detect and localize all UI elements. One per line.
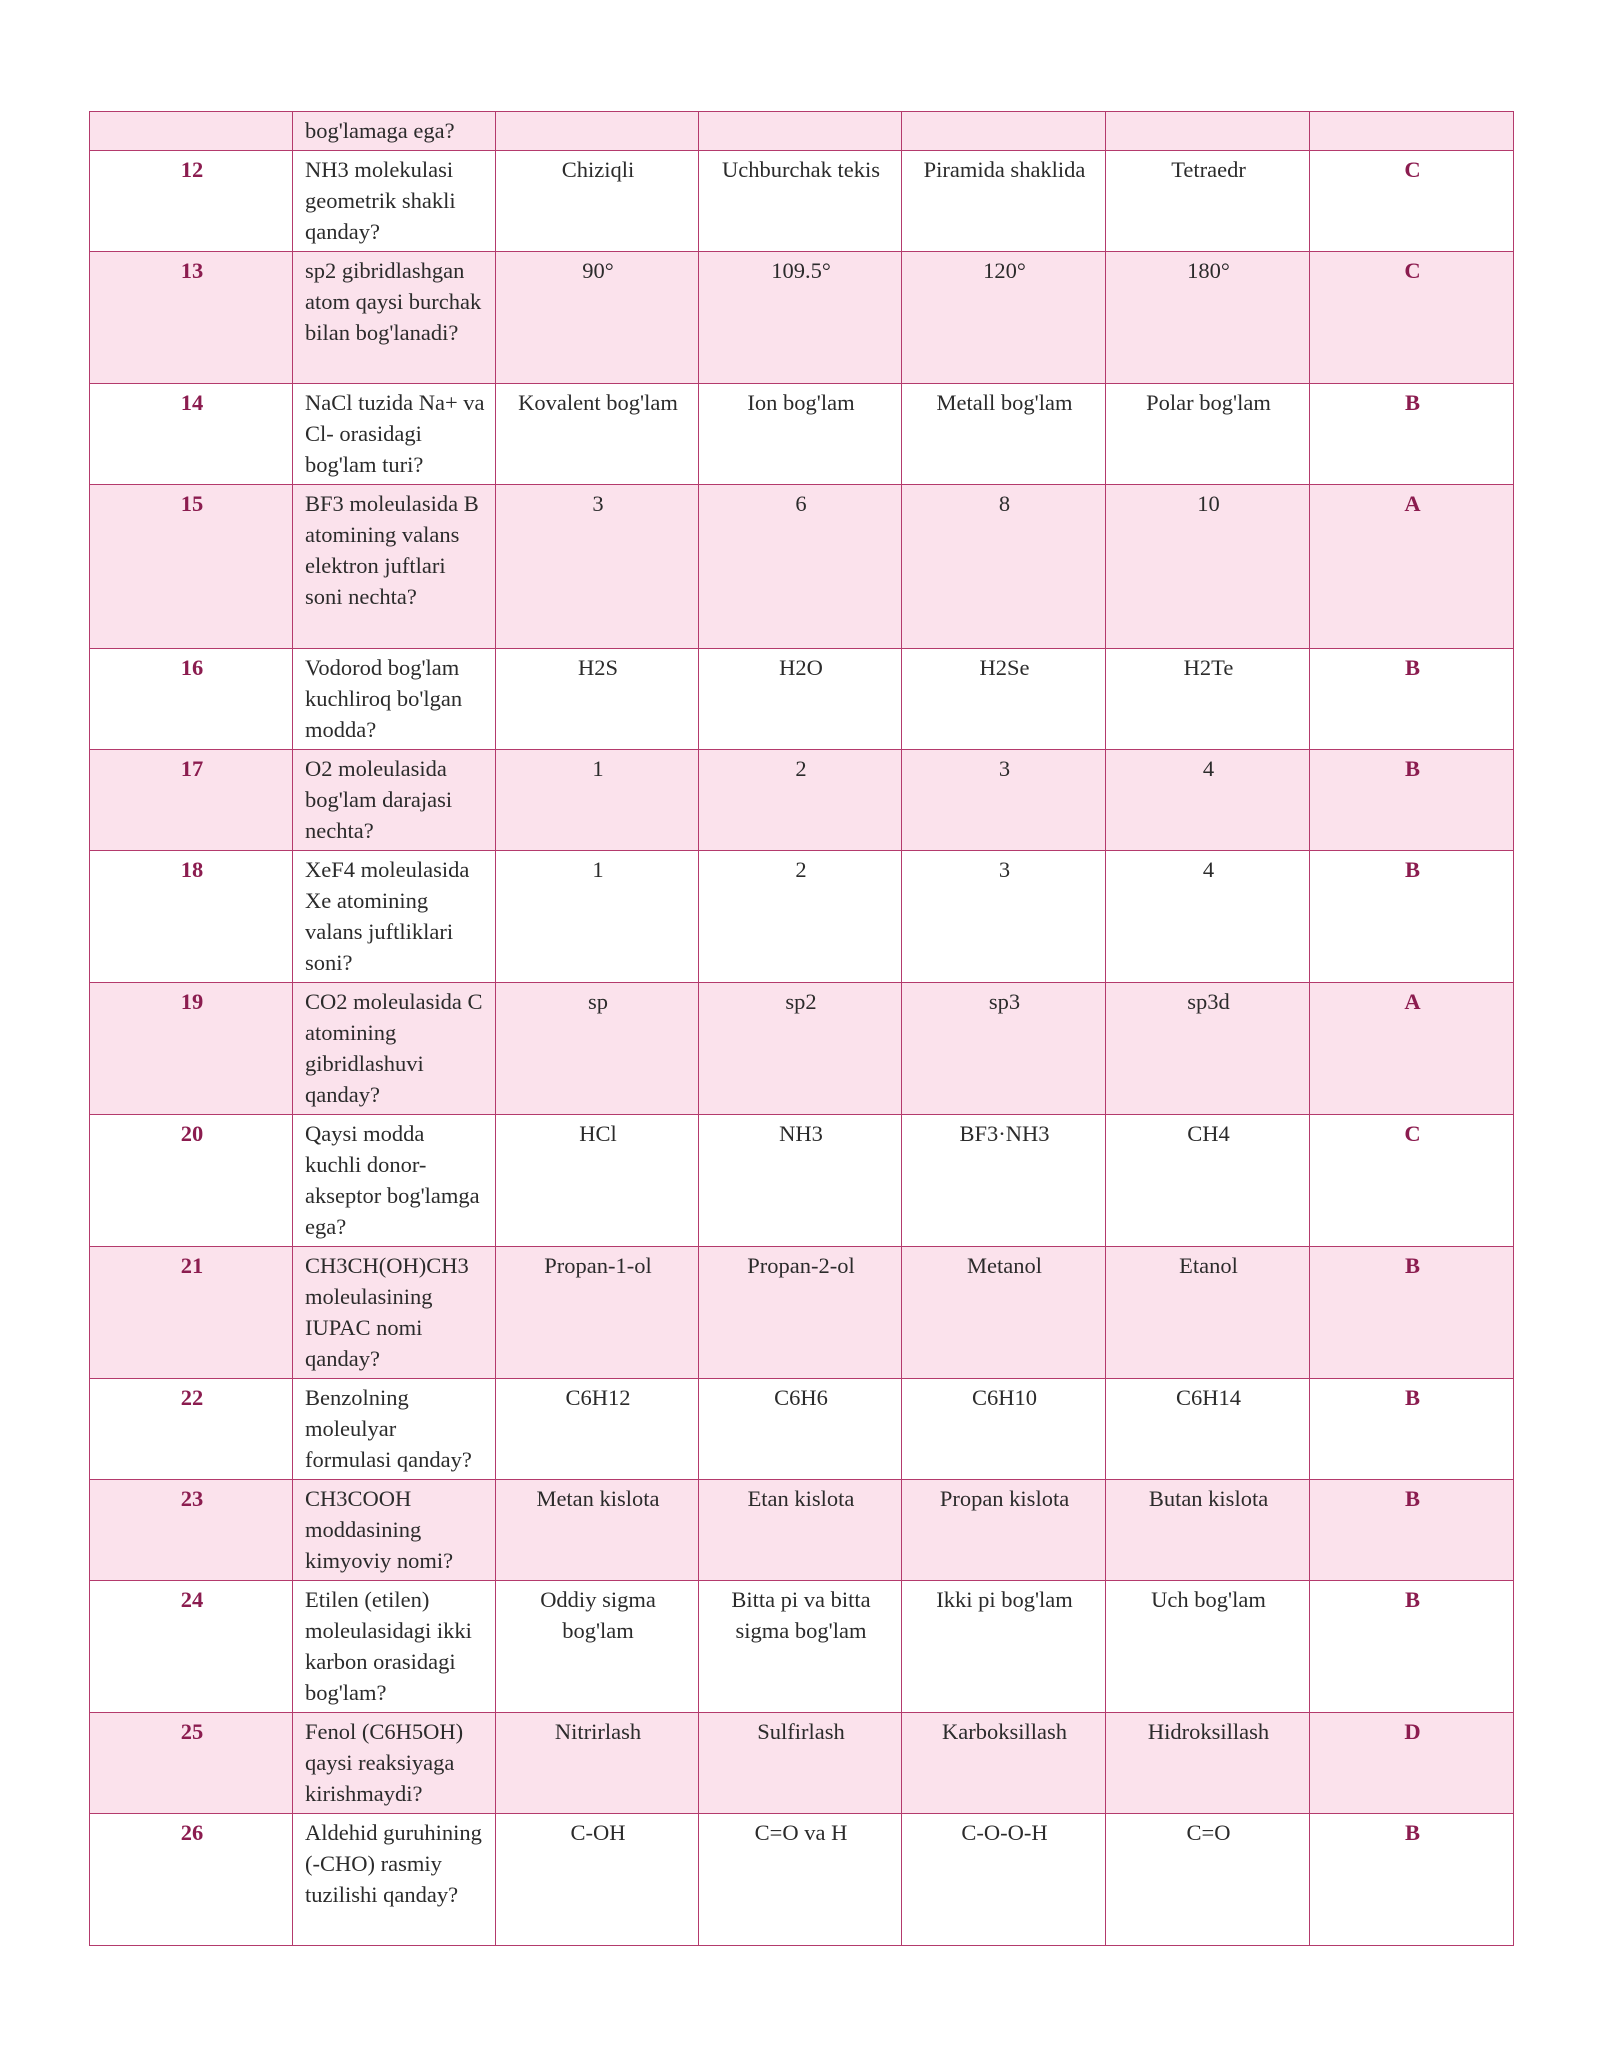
option-d [1106, 112, 1310, 151]
question-text: XeF4 moleulasida Xe atomining valans juftliklari soni? [293, 851, 496, 983]
question-number: 23 [90, 1480, 293, 1581]
question-text: Benzolning moleulyar formulasi qanday? [293, 1379, 496, 1480]
table-row [90, 1814, 1514, 1946]
question-text: CH3COOH moddasining kimyoviy nomi? [293, 1480, 496, 1581]
question-number: 17 [90, 750, 293, 851]
option-d: Butan kislota [1106, 1480, 1310, 1581]
question-text: bog'lamaga ega? [293, 112, 496, 151]
option-b: NH3 [699, 1115, 902, 1247]
option-d: C=O [1106, 1814, 1310, 1946]
option-a: HCl [496, 1115, 699, 1247]
option-c [902, 112, 1106, 151]
option-b: Etan kislota [699, 1480, 902, 1581]
option-d: H2Te [1106, 649, 1310, 750]
correct-answer: B [1310, 750, 1514, 851]
table-row [90, 851, 1514, 983]
option-b: Ion bog'lam [699, 384, 902, 485]
option-c: Karboksillash [902, 1713, 1106, 1814]
question-number: 25 [90, 1713, 293, 1814]
question-number: 24 [90, 1581, 293, 1713]
option-b: Uchburchak tekis [699, 151, 902, 252]
table-row [90, 1713, 1514, 1814]
option-a: Kovalent bog'lam [496, 384, 699, 485]
option-a: 1 [496, 750, 699, 851]
option-a: sp [496, 983, 699, 1115]
quiz-table [89, 111, 1514, 1946]
table-row [90, 1379, 1514, 1480]
correct-answer: D [1310, 1713, 1514, 1814]
question-text: Etilen (etilen) moleulasidagi ikki karbon orasidagi bog'lam? [293, 1581, 496, 1713]
table-row [90, 983, 1514, 1115]
question-number: 19 [90, 983, 293, 1115]
option-b: H2O [699, 649, 902, 750]
correct-answer: C [1310, 252, 1514, 384]
option-b: C=O va H [699, 1814, 902, 1946]
option-d: CH4 [1106, 1115, 1310, 1247]
option-c: Metall bog'lam [902, 384, 1106, 485]
option-a: Chiziqli [496, 151, 699, 252]
option-c: C-O-O-H [902, 1814, 1106, 1946]
quiz-table-body [90, 112, 1514, 1946]
option-a: H2S [496, 649, 699, 750]
table-row [90, 112, 1514, 151]
correct-answer: C [1310, 1115, 1514, 1247]
option-a: C6H12 [496, 1379, 699, 1480]
option-a: 1 [496, 851, 699, 983]
table-row [90, 252, 1514, 384]
question-number: 20 [90, 1115, 293, 1247]
question-number: 15 [90, 485, 293, 649]
option-c: H2Se [902, 649, 1106, 750]
option-b: sp2 [699, 983, 902, 1115]
question-text: NaCl tuzida Na+ va Cl- orasidagi bog'lam turi? [293, 384, 496, 485]
question-text: CO2 moleulasida C atomining gibridlashuvi qanday? [293, 983, 496, 1115]
option-d: sp3d [1106, 983, 1310, 1115]
option-d: Tetraedr [1106, 151, 1310, 252]
option-b: 2 [699, 851, 902, 983]
option-c: Metanol [902, 1247, 1106, 1379]
correct-answer: C [1310, 151, 1514, 252]
table-row [90, 1581, 1514, 1713]
option-b: 6 [699, 485, 902, 649]
option-c: C6H10 [902, 1379, 1106, 1480]
option-d: Uch bog'lam [1106, 1581, 1310, 1713]
option-b: Bitta pi va bitta sigma bog'lam [699, 1581, 902, 1713]
correct-answer: B [1310, 649, 1514, 750]
option-c: Ikki pi bog'lam [902, 1581, 1106, 1713]
option-c: sp3 [902, 983, 1106, 1115]
question-text: NH3 molekulasi geometrik shakli qanday? [293, 151, 496, 252]
correct-answer: A [1310, 983, 1514, 1115]
option-d: 4 [1106, 750, 1310, 851]
option-b: 109.5° [699, 252, 902, 384]
question-text: Vodorod bog'lam kuchliroq bo'lgan modda? [293, 649, 496, 750]
option-b: Sulfirlash [699, 1713, 902, 1814]
table-row [90, 750, 1514, 851]
table-row [90, 1480, 1514, 1581]
option-b: Propan-2-ol [699, 1247, 902, 1379]
correct-answer: B [1310, 384, 1514, 485]
correct-answer [1310, 112, 1514, 151]
option-b [699, 112, 902, 151]
question-number: 18 [90, 851, 293, 983]
table-row [90, 649, 1514, 750]
table-row [90, 151, 1514, 252]
option-d: Polar bog'lam [1106, 384, 1310, 485]
correct-answer: B [1310, 1379, 1514, 1480]
option-c: 3 [902, 851, 1106, 983]
option-c: BF3·NH3 [902, 1115, 1106, 1247]
table-row [90, 384, 1514, 485]
option-a: Oddiy sigma bog'lam [496, 1581, 699, 1713]
option-b: C6H6 [699, 1379, 902, 1480]
option-d: C6H14 [1106, 1379, 1310, 1480]
question-number: 14 [90, 384, 293, 485]
correct-answer: B [1310, 851, 1514, 983]
option-a: C-OH [496, 1814, 699, 1946]
option-d: 180° [1106, 252, 1310, 384]
option-d: Etanol [1106, 1247, 1310, 1379]
question-number: 26 [90, 1814, 293, 1946]
option-a: Nitrirlash [496, 1713, 699, 1814]
question-text: sp2 gibridlashgan atom qaysi burchak bilan bog'lanadi? [293, 252, 496, 384]
table-row [90, 1247, 1514, 1379]
question-number: 12 [90, 151, 293, 252]
question-text: Fenol (C6H5OH) qaysi reaksiyaga kirishmaydi? [293, 1713, 496, 1814]
question-text: Qaysi modda kuchli donor-akseptor bog'lamga ega? [293, 1115, 496, 1247]
question-text: CH3CH(OH)CH3 moleulasining IUPAC nomi qanday? [293, 1247, 496, 1379]
option-a [496, 112, 699, 151]
option-c: Propan kislota [902, 1480, 1106, 1581]
question-text: Aldehid guruhining (-CHO) rasmiy tuzilishi qanday? [293, 1814, 496, 1946]
option-c: 3 [902, 750, 1106, 851]
option-a: 3 [496, 485, 699, 649]
correct-answer: A [1310, 485, 1514, 649]
option-c: 8 [902, 485, 1106, 649]
option-c: Piramida shaklida [902, 151, 1106, 252]
question-number [90, 112, 293, 151]
correct-answer: B [1310, 1247, 1514, 1379]
table-row [90, 485, 1514, 649]
option-a: Propan-1-ol [496, 1247, 699, 1379]
question-number: 16 [90, 649, 293, 750]
option-d: 4 [1106, 851, 1310, 983]
option-a: 90° [496, 252, 699, 384]
correct-answer: B [1310, 1480, 1514, 1581]
question-text: O2 moleulasida bog'lam darajasi nechta? [293, 750, 496, 851]
option-d: Hidroksillash [1106, 1713, 1310, 1814]
correct-answer: B [1310, 1581, 1514, 1713]
question-number: 22 [90, 1379, 293, 1480]
question-number: 21 [90, 1247, 293, 1379]
question-text: BF3 moleulasida B atomining valans elektron juftlari soni nechta? [293, 485, 496, 649]
table-row [90, 1115, 1514, 1247]
option-d: 10 [1106, 485, 1310, 649]
question-number: 13 [90, 252, 293, 384]
correct-answer: B [1310, 1814, 1514, 1946]
option-c: 120° [902, 252, 1106, 384]
option-a: Metan kislota [496, 1480, 699, 1581]
option-b: 2 [699, 750, 902, 851]
